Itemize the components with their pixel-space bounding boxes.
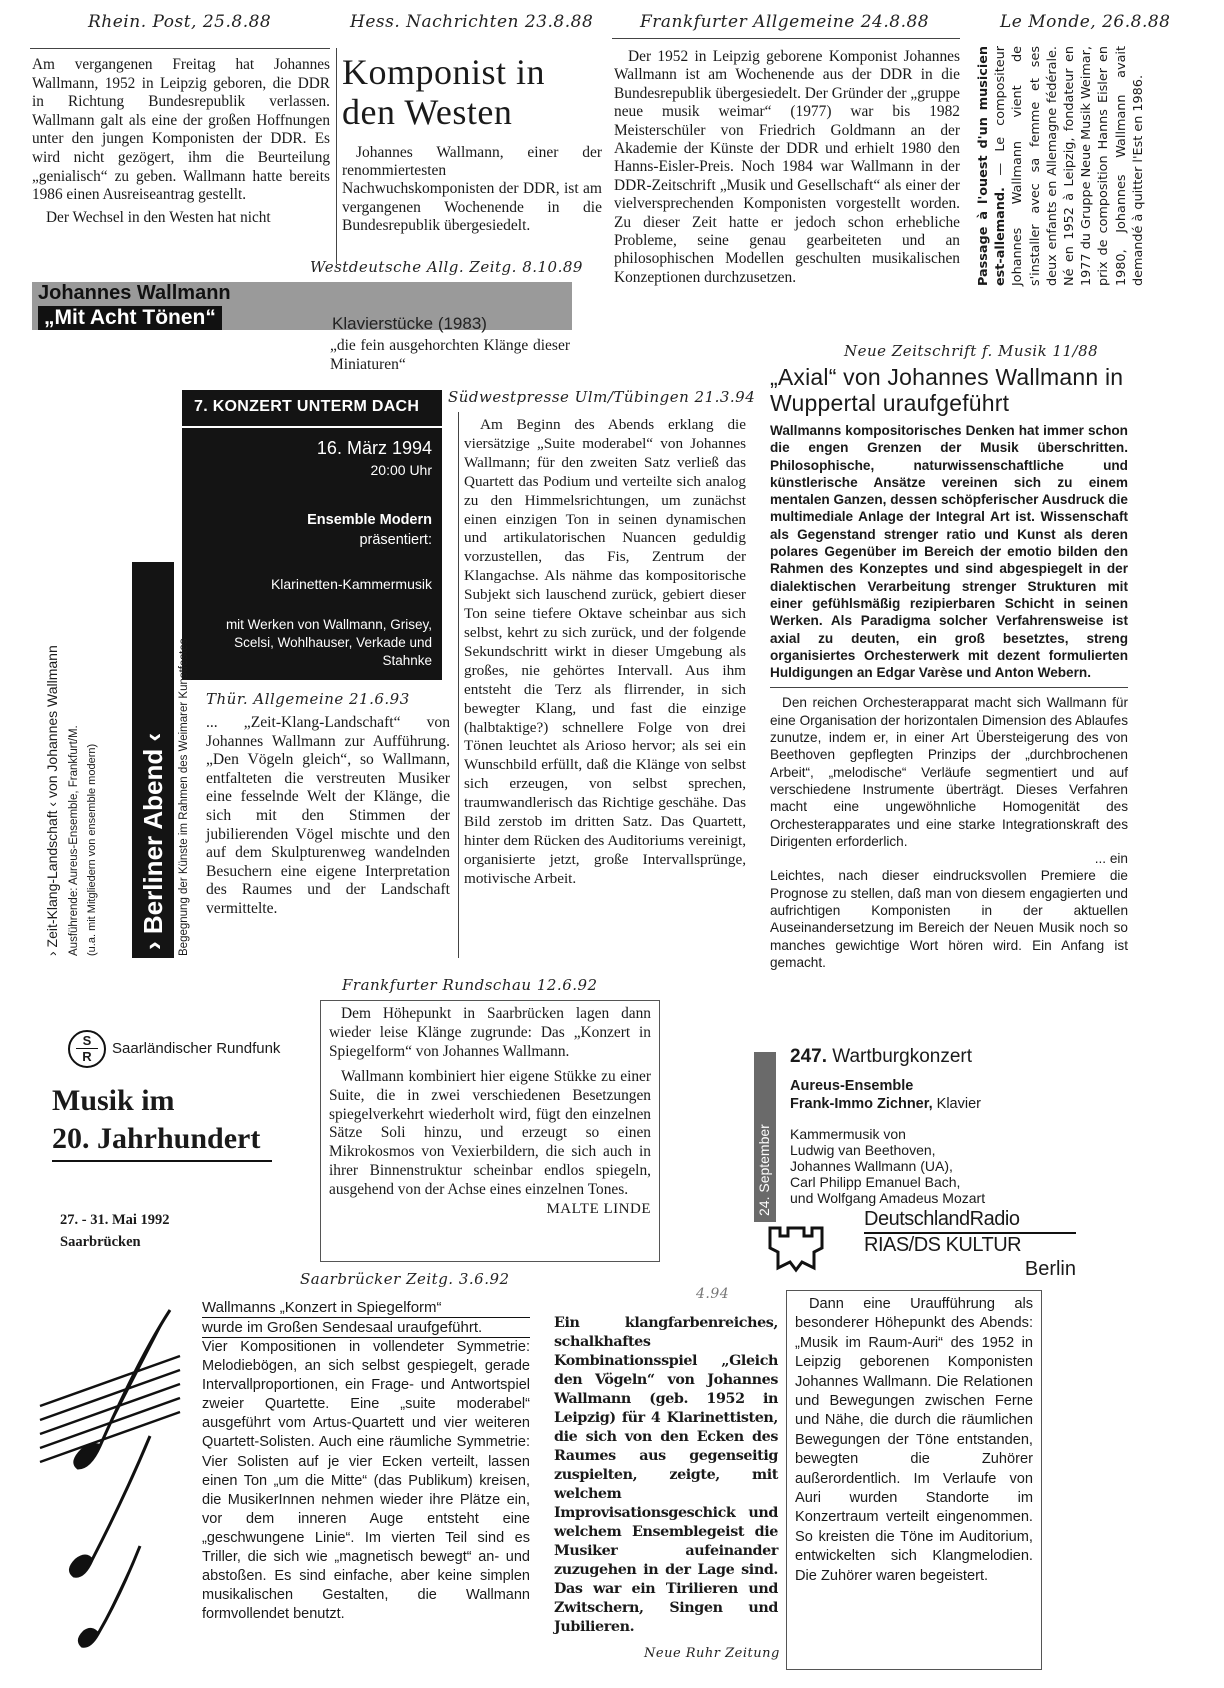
sz-body: Vier Kompositionen in vollendeter Symmetrie: Melodiebögen, an sich selbst gespiegelt, gerade Intervallproportionen, ein Frage- und Antwortspiel zweier Quartette. Eine „suite moderabel“ ausgeführt vom Artus-Quartett und vier weiteren Quartett-Solisten. Auch eine räumliche Symmetrie: Vier Solisten auf je vier Ecken verteilt, lassen einen Ton „um die Mitte“ (das Publikum) kreisen, die MusikerInnen nehmen wieder ihre Plätze ein, vor dem inneren Auge entsteht eine „geschwungene Linie“. Im vierten Teil sind es Triller, die sich wie „magnetisch bewegt“ an- und abstoßen. Es sind einfache, aber keine simplen musikalischen Gestalten, die Wallmann formvollendet benutzt. — [202, 1339, 530, 1623]
berliner-abend-line3: (u.a. mit Mitgliedern von ensemble modern) — [86, 743, 98, 956]
wartburg-radio-1: DeutschlandRadio — [864, 1208, 1020, 1230]
fr-paragraph-1: Dem Höhepunkt in Saarbrücken lagen dann wieder leise Klänge zugrunde: Das „Konzert in Spiegelform“ von Johannes Wallmann. — [329, 1005, 651, 1060]
rp-tail: Der Wechsel in den Westen hat nicht — [46, 208, 271, 226]
clipping-mit-acht-toenen — [32, 278, 572, 378]
le-monde-title: Passage à l'ouest d'un musicien est-allemand. — [976, 46, 1009, 286]
fr-author: MALTE LINDE — [546, 1201, 651, 1218]
fa-body: Der 1952 in Leipzig geborene Komponist Johannes Wallmann ist am Wochenende aus der DDR in die Bundesrepublik übergesiedelt. Der Gründer der „gruppe neue musik weimar“ (1977) war bis 1982 Meisterschüler von Friedrich Goldmann an der Akademie der Künste der DDR und erhielt 1980 den Hanns-Eisler-Preis. Noch 1984 war Wallmann in der DDR-Zeitschrift „Musik und Gesellschaft“ als einer der vielversprechenden Komponisten vorgestellt worden. Zu dieser Zeit hatte er jedoch schon erhebliche Probleme, seine genau gearbeiteten und an philosophischen Modellen geschulten musikalischen Konzeptionen durchzusetzen. — [614, 48, 960, 286]
source-note-suedwestpresse: Südwestpresse Ulm/Tübingen 21.3.94 — [448, 388, 756, 406]
konzert-title: 7. KONZERT UNTERM DACH — [194, 398, 420, 415]
konzert-title-rule — [182, 426, 442, 428]
wartburg-number: 247. — [790, 1046, 827, 1067]
wartburg-ensemble: Aureus-Ensemble — [790, 1078, 914, 1094]
rp-body: Am vergangenen Freitag hat Johannes Wallmann, 1952 in Leipzig geboren, die DDR in Richtung Bundesrepublik verlassen. Wallmann galt als eine der großen Hoffnungen unter den jungen Komponisten der DDR. Es wird nicht gezögert, ihm die Beurteilung „genialisch“ zu geben. Wallmann hatte bereits 1986 einen Ausreiseantrag gestellt. — [32, 56, 330, 204]
fr-paragraph-2: Wallmann kombiniert hier eigene Stükke zu einer Suite, die in zwei verschiedenen Besetzungen spiegelverkehrt wiederholt wird, fügt den einzelnen Sätze Soli hinzu, und erzeugt so einen Mikrokosmos von Vexierbildern, die sich auch in ihrer Binnenstruktur scheinbar endlos spiegeln, ausgehend von der Achse eines einzelnen Tones. — [329, 1067, 651, 1199]
berliner-abend-title: › Berliner Abend ‹ — [138, 732, 168, 950]
wartburg-title: Wartburgkonzert — [832, 1046, 973, 1067]
konzert-time: 20:00 Uhr — [370, 462, 432, 478]
berliner-abend-line5: Begegnung der Künste im Rahmen des Weimarer Kunstfestes — [178, 638, 190, 956]
berliner-abend-line2: Ausführende: Aureus-Ensemble, Frankfurt/M. — [68, 725, 80, 956]
source-note-neue-zeitschrift: Neue Zeitschrift f. Musik 11/88 — [844, 342, 1099, 360]
clipping-frankfurter-allgemeine — [614, 48, 960, 348]
wartburg-program: Kammermusik von — [790, 1126, 906, 1142]
source-note-saarbruecker-zeitung: Saarbrücker Zeitg. 3.6.92 — [300, 1270, 510, 1288]
music-notes-icon — [30, 1296, 180, 1656]
clipping-thueringer-allgemeine — [206, 714, 450, 966]
clipping-neue-ruhr-zeitung — [554, 1314, 778, 1674]
konzert-presents: präsentiert: — [359, 532, 432, 548]
berliner-abend-line1: › Zeit-Klang-Landschaft ‹ von Johannes Wallmann — [44, 645, 60, 956]
source-note-neue-ruhr-zeitung: Neue Ruhr Zeitung — [644, 1646, 780, 1661]
sr-title-rule — [52, 1160, 272, 1162]
fa-top-rule — [612, 38, 960, 39]
source-note-waz: Westdeutsche Allg. Zeitg. 8.10.89 — [310, 258, 583, 276]
source-note-thuer-allgemeine: Thür. Allgemeine 21.6.93 — [206, 690, 410, 708]
clipping-neue-zeitschrift — [770, 364, 1128, 1028]
clipping-hess-nachrichten — [342, 52, 602, 262]
waz-composer-name: Johannes Wallmann — [38, 282, 231, 304]
waz-title: „Mit Acht Tönen“ — [38, 306, 222, 330]
nz-paragraph-3: Leichtes, nach dieser eindrucksvollen Premiere die Prognose zu stellen, daß man von diesem engagierten und aufrichtigen Komponisten in der aktuellen Auseinandersetzung im Bereich der Neuen Musik noch so manches gewichtige Wort hören wird. Ein Anfang ist gemacht. — [770, 868, 1128, 970]
source-note-frankfurter-rundschau: Frankfurter Rundschau 12.6.92 — [342, 976, 598, 994]
sr-dates: 27. - 31. Mai 1992 — [60, 1212, 170, 1228]
le-monde-body: — Le compositeur Johannes Wallmann vient de s'installer avec sa femme et ses deux enfants en Allemagne fédérale. Né en 1952 à Leipzig, fondateur en 1977 du Gruppe Neue Musik Weimar, prix de composition Hanns Eisler en 1980, Johannes Wallmann avait demandé à quitter l'Est en 1986. — [993, 46, 1146, 286]
source-note-hess-nachrichten: Hess. Nachrichten 23.8.88 — [350, 12, 594, 32]
sr-title-line2: 20. Jahrhundert — [52, 1122, 261, 1155]
sz-head-2: wurde im Großen Sendesaal uraufgeführt. — [202, 1318, 530, 1338]
wartburg-composer-4: und Wolfgang Amadeus Mozart — [790, 1190, 986, 1206]
ta-body: ... „Zeit-Klang-Landschaft“ von Johannes Wallmann zur Aufführung. „Den Vögeln gleich“, so Wallmann, entfalteten die verstreuten Musiker eine fesselnde Welt der Klänge, die sich mit den Stimmen der jubilierenden Vögel mischte und den auf dem Skulpturenweg wandelnden Besuchern eine eigene Interpretation des Raumes und der Landschaft vermittelte. — [206, 714, 450, 917]
nz-paragraph-1: Wallmanns kompositorisches Denken hat immer schon die engen Grenzen der Musik überschritten. Philosophische, naturwissenschaftliche und künstlerische Ansätze vereinen sich zu einem mentalen Ganzen, dessen schöpferischer Ausdruck die multimediale Anlage der Integral Art ist. Wissenschaft als Gegenstand strenger ratio und Kunst als deren polares Gegenüber im Bereich der emotio bilden den Rahmen des Konzeptes und sind abgespiegelt in der dialektischen Verarbeitung strenger Strukturen mit einer gefühlsmäßig rezipierbaren Schicht in seinen Werken. Als Paradigma solcher Verfahrensweise ist axial zu deuten, ein groß besetztes, streng organisiertes Orchesterwerk mit dezent formulierten Huldigungen an Edgar Varèse und Anton Webern. — [770, 423, 1128, 681]
wartburg-city: Berlin — [1024, 1258, 1076, 1280]
sr-city: Saarbrücken — [60, 1234, 141, 1250]
berliner-abend-banner — [40, 560, 188, 960]
wartburg-date: 24. September — [756, 1124, 772, 1216]
sz-head-1: Wallmanns „Konzert in Spiegelform“ — [202, 1298, 530, 1318]
clipping-saarbruecker-zeitung — [196, 1294, 536, 1682]
sp-body: Am Beginn des Abends erklang die viersätzige „Suite moderabel“ von Johannes Wallmann; für den zweiten Satz verließ das Quartett das Podium und verteilte sich analog zu den Himmelsrichtungen, um zunächst einen einzigen Ton in seinen dynamischen und artikulatorischen Nuancen geduldig vorzustellen, das Fis, Zentrum der Klangachse. Als nähme das kompositorische Subjekt sich lauschend zurück, gebiert dieser Ton seine tiefere Oktave scheinbar aus sich selbst, kehrt zu sich zurück, und der folgende Sekundschritt wirkt in dieser Umgebung als großes, nie gehörtes Intervall. Aus ihm entsteht die Terz als flirrender, in sich bewegter Klang, und fast die einzige (halbtaktige?) schnellere Folge von drei Tönen leuchtet als Arioso hervor; als sei ein Wunschbild erfüllt, daß die Klänge von selbst sich erzeugen, von selbst sprechen, traumwandlerisch das Richtige geschähe. Das Bild zerstob im dritten Satz. Das Quartett, hinter dem Rücken des Auditoriums vereinigt, organisierte jetzt, große Intervallsprünge, motivische Arbeit. — [464, 416, 746, 887]
waz-subtitle: Klavierstücke (1983) — [332, 314, 487, 333]
clipping-wartburgkonzert — [752, 1046, 1082, 1284]
source-note-frankfurter-allgemeine: Frankfurter Allgemeine 24.8.88 — [640, 12, 930, 32]
konzert-unterm-dach-panel — [182, 390, 442, 680]
sr-logo — [68, 1030, 106, 1068]
konzert-program: Klarinetten-Kammermusik — [270, 576, 432, 592]
wartburg-composer-1: Ludwig van Beethoven, — [790, 1142, 936, 1158]
sr-logo-bottom: R — [82, 1049, 92, 1064]
konzert-date: 16. März 1994 — [316, 438, 432, 458]
hn-headline: Komponist in den Westen — [342, 52, 546, 132]
clipping-le-monde — [975, 40, 1185, 290]
konzert-ensemble: Ensemble Modern — [307, 512, 432, 528]
clipping-musik-im-raum-auri — [786, 1290, 1042, 1670]
clipping-saarlaendischer-rundfunk — [52, 1030, 312, 1256]
hn-body: Johannes Wallmann, einer der renommiertesten Nachwuchskomponisten der DDR, ist am vergangenen Wochenende in die Bundesrepublik übergesiedelt. — [342, 144, 602, 234]
wartburg-pianist: Frank-Immo Zichner, — [790, 1096, 933, 1112]
waz-body: „die fein ausgehorchten Klänge dieser Miniaturen“ — [330, 337, 570, 373]
nz-headline: „Axial“ von Johannes Wallmann in Wuppertal uraufgeführt — [770, 364, 1124, 416]
clipping-frankfurter-rundschau — [320, 1000, 660, 1262]
hn-left-rule — [336, 48, 337, 264]
wartburg-composer-2: Johannes Wallmann (UA), — [790, 1158, 953, 1174]
auri-body: Dann eine Uraufführung als besonderer Höhepunkt des Abends: „Musik im Raum-Auri“ des 1952 in Leipzig geborenen Komponisten Johannes Wallmann. Die Relationen und Bewegungen zwischen Ferne und Nähe, die durch die räumlichen Bewegungen der Töne entstanden, bewegten die Zuhörer außerordentlich. Im Verlaufe von Auri wurden Standorte im Konzertraum verteilt eingenommen. So kreisten die Töne im Auditorium, entwickelten sich Klangmelodien. Die Zuhörer waren begeistert. — [795, 1296, 1033, 1584]
clipping-suedwestpresse — [464, 416, 746, 960]
nz-paragraph-2-tail: ... ein — [1094, 851, 1128, 867]
wartburg-instrument: Klavier — [936, 1096, 981, 1112]
sr-logo-top: S — [76, 1033, 98, 1049]
source-note-rheinische-post: Rhein. Post, 25.8.88 — [88, 12, 272, 32]
source-note-date-4-94: 4.94 — [696, 1286, 730, 1302]
rp-top-rule — [30, 48, 330, 49]
deutschlandradio-logo-icon — [766, 1222, 826, 1274]
sp-left-rule — [458, 412, 459, 958]
sr-broadcaster: Saarländischer Rundfunk — [112, 1040, 281, 1057]
wartburg-radio-2: RIAS/DS KULTUR — [864, 1234, 1022, 1256]
source-note-le-monde: Le Monde, 26.8.88 — [1000, 12, 1171, 32]
clipping-rheinische-post — [32, 56, 330, 256]
nz-paragraph-2: Den reichen Orchesterapparat macht sich Wallmann für eine Organisation der horizontalen Dimension des Ablaufes zunutze, indem er, in einer Art Übersteigerung des von Beethoven gepflegten Prinzips der „durchbrochenen Arbeit“, „melodische“ Verläufe segmentiert und auf verschiedene Instrumente überträgt. Dieses Verfahren macht eine ungewöhnliche Homogenität des Orchesterapparates und eine starke Integrationskraft des Dirigenten erforderlich. — [770, 695, 1128, 849]
nz-divider — [770, 687, 1128, 688]
sr-title-line1: Musik im — [52, 1084, 175, 1117]
nrz-body: Ein klangfarbenreiches, schalkhaftes Kombinationsspiel „Gleich den Vögeln“ von Johannes Wallmann (geb. 1952 in Leipzig) für 4 Klarinettisten, die sich von den Ecken des Raumes aus gegenseitig zuspielten, zeigte, mit welchem Improvisationsgeschick und welchem Ensemblegeist die Musiker aufeinander zuzugehen in der Lage sind. Das war ein Tirilieren und Zwitschern, Singen und Jubilieren. — [554, 1315, 778, 1635]
le-monde-text-block — [975, 46, 1147, 286]
wartburg-composer-3: Carl Philipp Emanuel Bach, — [790, 1174, 961, 1190]
konzert-works: mit Werken von Wallmann, Grisey, Scelsi, Wohlhauser, Verkade und Stahnke — [225, 617, 432, 668]
